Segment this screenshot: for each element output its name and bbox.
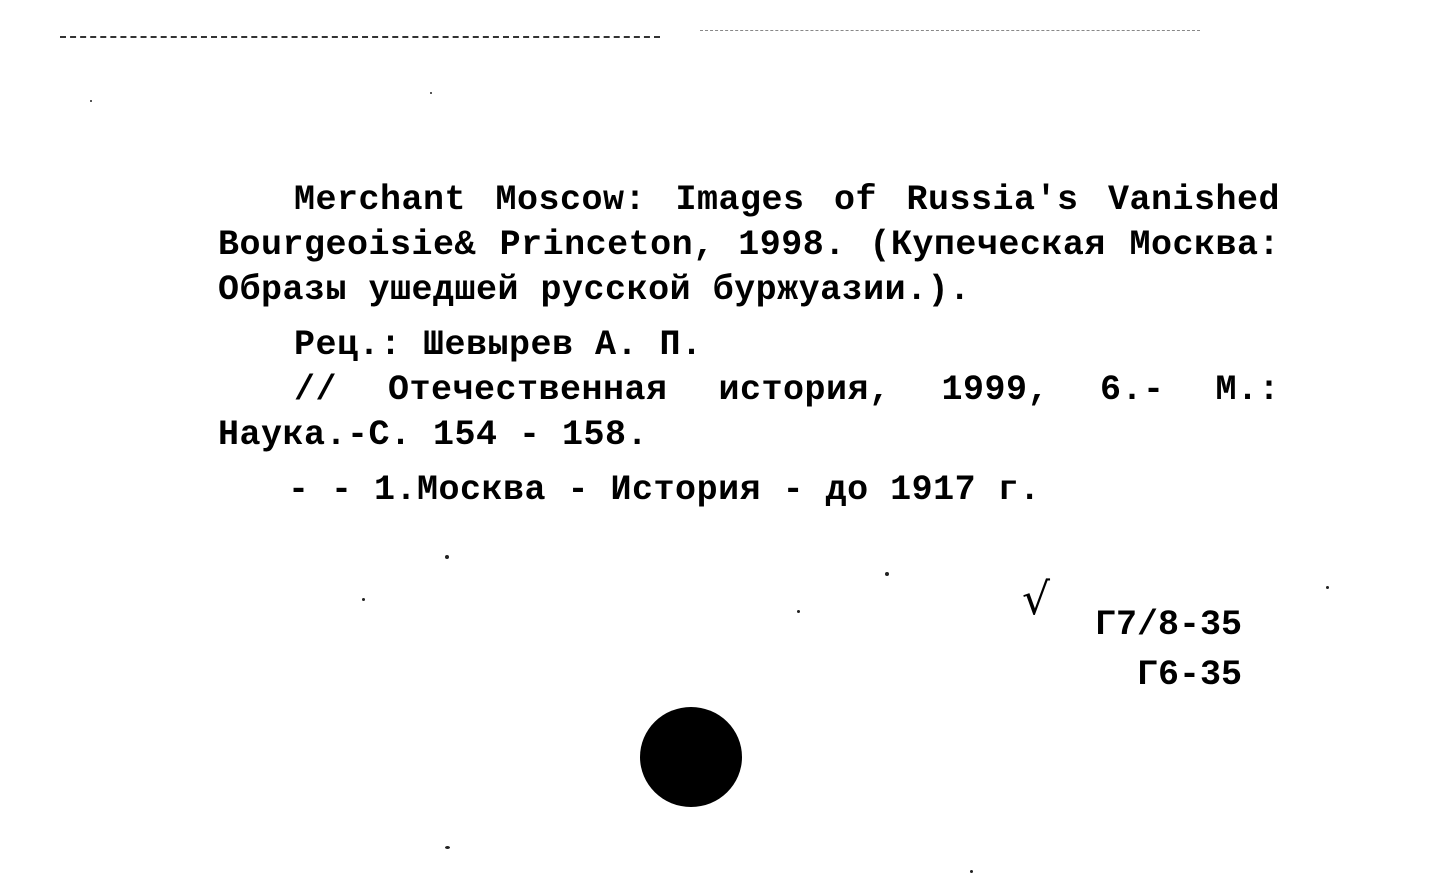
scan-speck [362,598,365,601]
scan-speck [430,92,432,94]
source-line: // Отечественная история, 1999, 6.- М.: Наука.-С. 154 - 158. [218,370,1280,455]
shelfmark-block [1095,600,1242,700]
reviewer-line: Рец.: Шевырев А. П. [294,325,703,365]
check-mark-icon: √ [1022,574,1051,625]
scan-speck [1326,586,1329,589]
shelfmark-1: Г7/8-35 [1094,605,1242,645]
card-punch-hole [640,707,742,807]
title-paragraph: Merchant Moscow: Images of Russia's Vanished Bourgeoisie& Princeton, 1998. (Купеческая Москва: Образы ушедшей русской буржуазии.). [218,180,1280,310]
bibliographic-entry [218,178,1280,513]
scan-speck [445,846,450,849]
scan-speck [445,555,449,559]
subject-heading: - - 1.Москва - История - до 1917 г. [288,470,1041,510]
scan-speck [797,610,800,613]
shelfmark-2: Г6-35 [1136,655,1242,695]
card-top-rule [60,36,660,38]
scan-speck [90,100,92,102]
scan-speck [885,572,889,576]
scan-speck [970,870,973,873]
card-top-rule-faint [700,30,1200,31]
